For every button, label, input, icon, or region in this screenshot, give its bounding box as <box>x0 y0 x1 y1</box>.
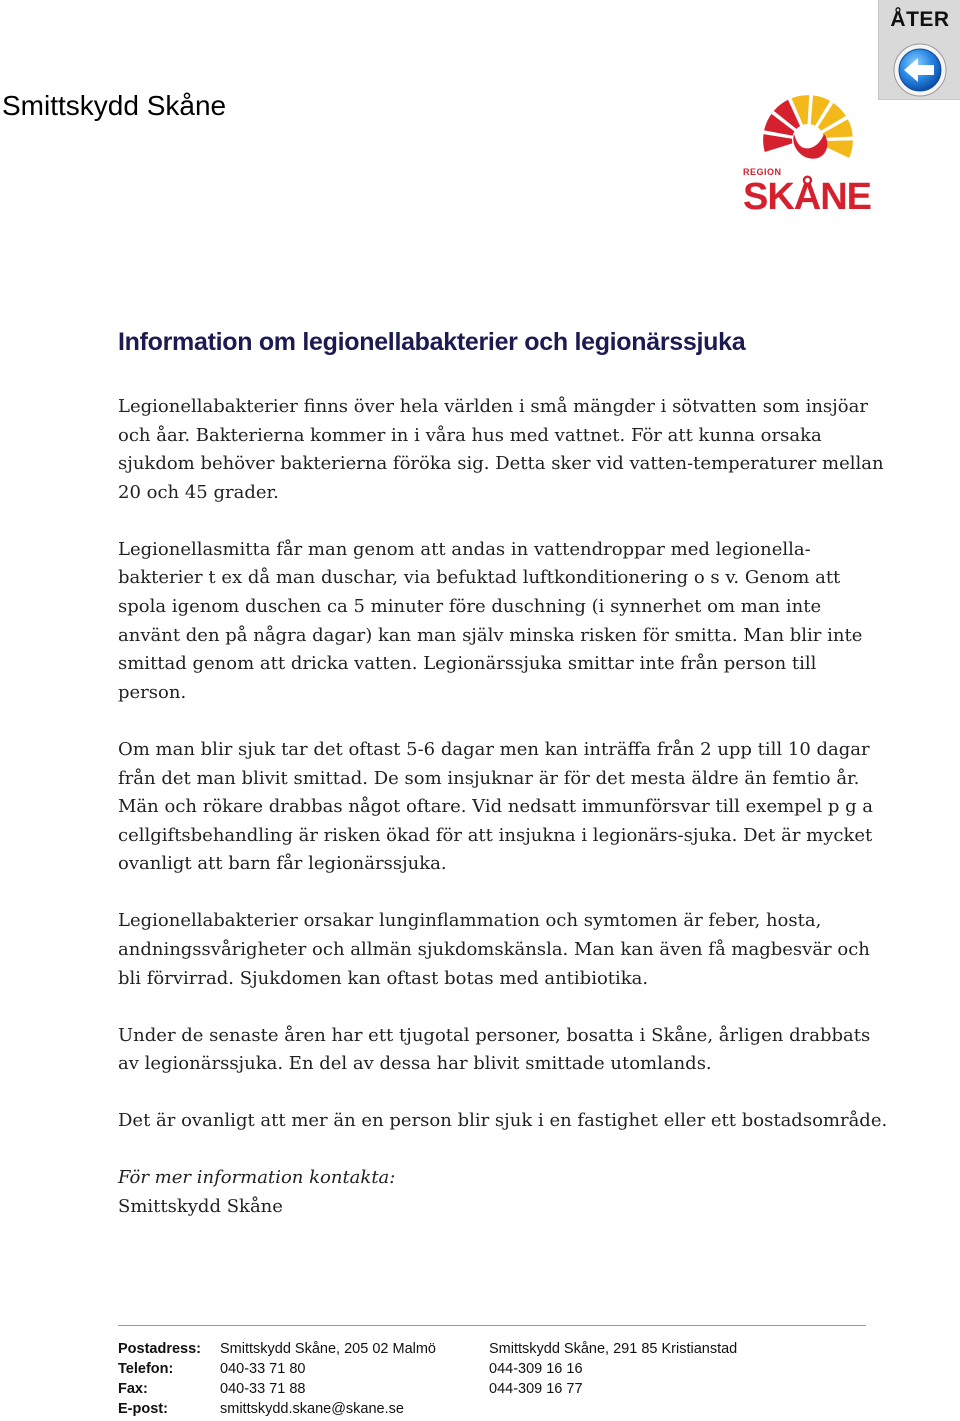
paragraph-origin: Legionellabakterier finns över hela världen i små mängder i sötvatten som insjöar och åar. Bakterierna kommer in i våra hus med vattnet. För att kunna orsaka sjukdom behöver bakterierna föröka sig. Detta sker vid vatten-temperaturer mellan 20 och 45 grader. <box>118 396 884 503</box>
footer-email-link[interactable]: smittskydd.skane@skane.se <box>220 1401 404 1417</box>
back-button-label: ÅTER <box>890 8 950 31</box>
footer-label: Telefon: <box>118 1361 174 1377</box>
paragraph-symptoms: Legionellabakterier orsakar lunginflammation och symtomen är feber, hosta, andningssvårigheter och allmän sjukdomskänsla. Man kan även få magbesvär och bli förvirrad. Sjukdomen kan oftast botas med antibiotika. <box>118 910 870 989</box>
footer-label: E-post: <box>118 1401 168 1417</box>
footer-value-malmo: Smittskydd Skåne, 205 02 Malmö <box>220 1341 436 1357</box>
left-arrow-circle-icon[interactable] <box>892 42 948 98</box>
footer-label: Postadress: <box>118 1341 202 1357</box>
footer-value-kristianstad: 044-309 16 77 <box>489 1381 583 1397</box>
footer-value-malmo: 040-33 71 88 <box>220 1381 306 1397</box>
footer-label: Fax: <box>118 1381 148 1397</box>
contact-label: För mer information kontakta: <box>118 1167 396 1189</box>
footer-value-kristianstad: Smittskydd Skåne, 291 85 Kristianstad <box>489 1341 738 1357</box>
logo-skane-text: SKÅNE <box>743 176 872 218</box>
document-title: Information om legionellabakterier och legionärssjuka <box>118 328 746 356</box>
org-title: Smittskydd Skåne <box>2 90 227 121</box>
footer-value-kristianstad: 044-309 16 16 <box>489 1361 583 1377</box>
paragraph-statistics: Under de senaste åren har ett tjugotal personer, bosatta i Skåne, årligen drabbats av legionärssjuka. En del av dessa har blivit smittade utomlands. <box>118 1024 871 1075</box>
paragraph-incubation: Om man blir sjuk tar det oftast 5-6 dagar men kan inträffa från 2 upp till 10 dagar från det man blivit smittad. De som insjuknar är för det mesta äldre än femtio år. Män och rökare drabbas något oftare. Vid nedsatt immunförsvar till exempel p g a cellgiftsbehandling är risken ökad för att insjukna i legionärs-sjuka. Det är mycket ovanligt att barn får legionärssjuka. <box>118 738 874 875</box>
logo-region-text: REGION <box>743 167 782 177</box>
contact-name: Smittskydd Skåne <box>118 1196 283 1218</box>
footer-value-malmo: 040-33 71 80 <box>220 1361 306 1377</box>
paragraph-transmission: Legionellasmitta får man genom att andas in vattendroppar med legionella-bakterier t ex då man duschar, via befuktad luftkonditionering o s v. Genom att spola igenom duschen ca 5 minuter före duschning (i synnerhet om man inte använt den på några dagar) kan man själv minska risken för smitta. Man blir inte smittad genom att dricka vatten. Legionärssjuka smittar inte från person till person. <box>118 538 863 703</box>
footer-divider <box>118 1325 866 1326</box>
logo-wordmark <box>743 168 871 216</box>
back-button[interactable] <box>878 0 960 100</box>
paragraph-rarity: Det är ovanligt att mer än en person blir sjuk i en fastighet eller ett bostadsområde. <box>118 1110 888 1132</box>
document-body <box>118 393 888 1222</box>
